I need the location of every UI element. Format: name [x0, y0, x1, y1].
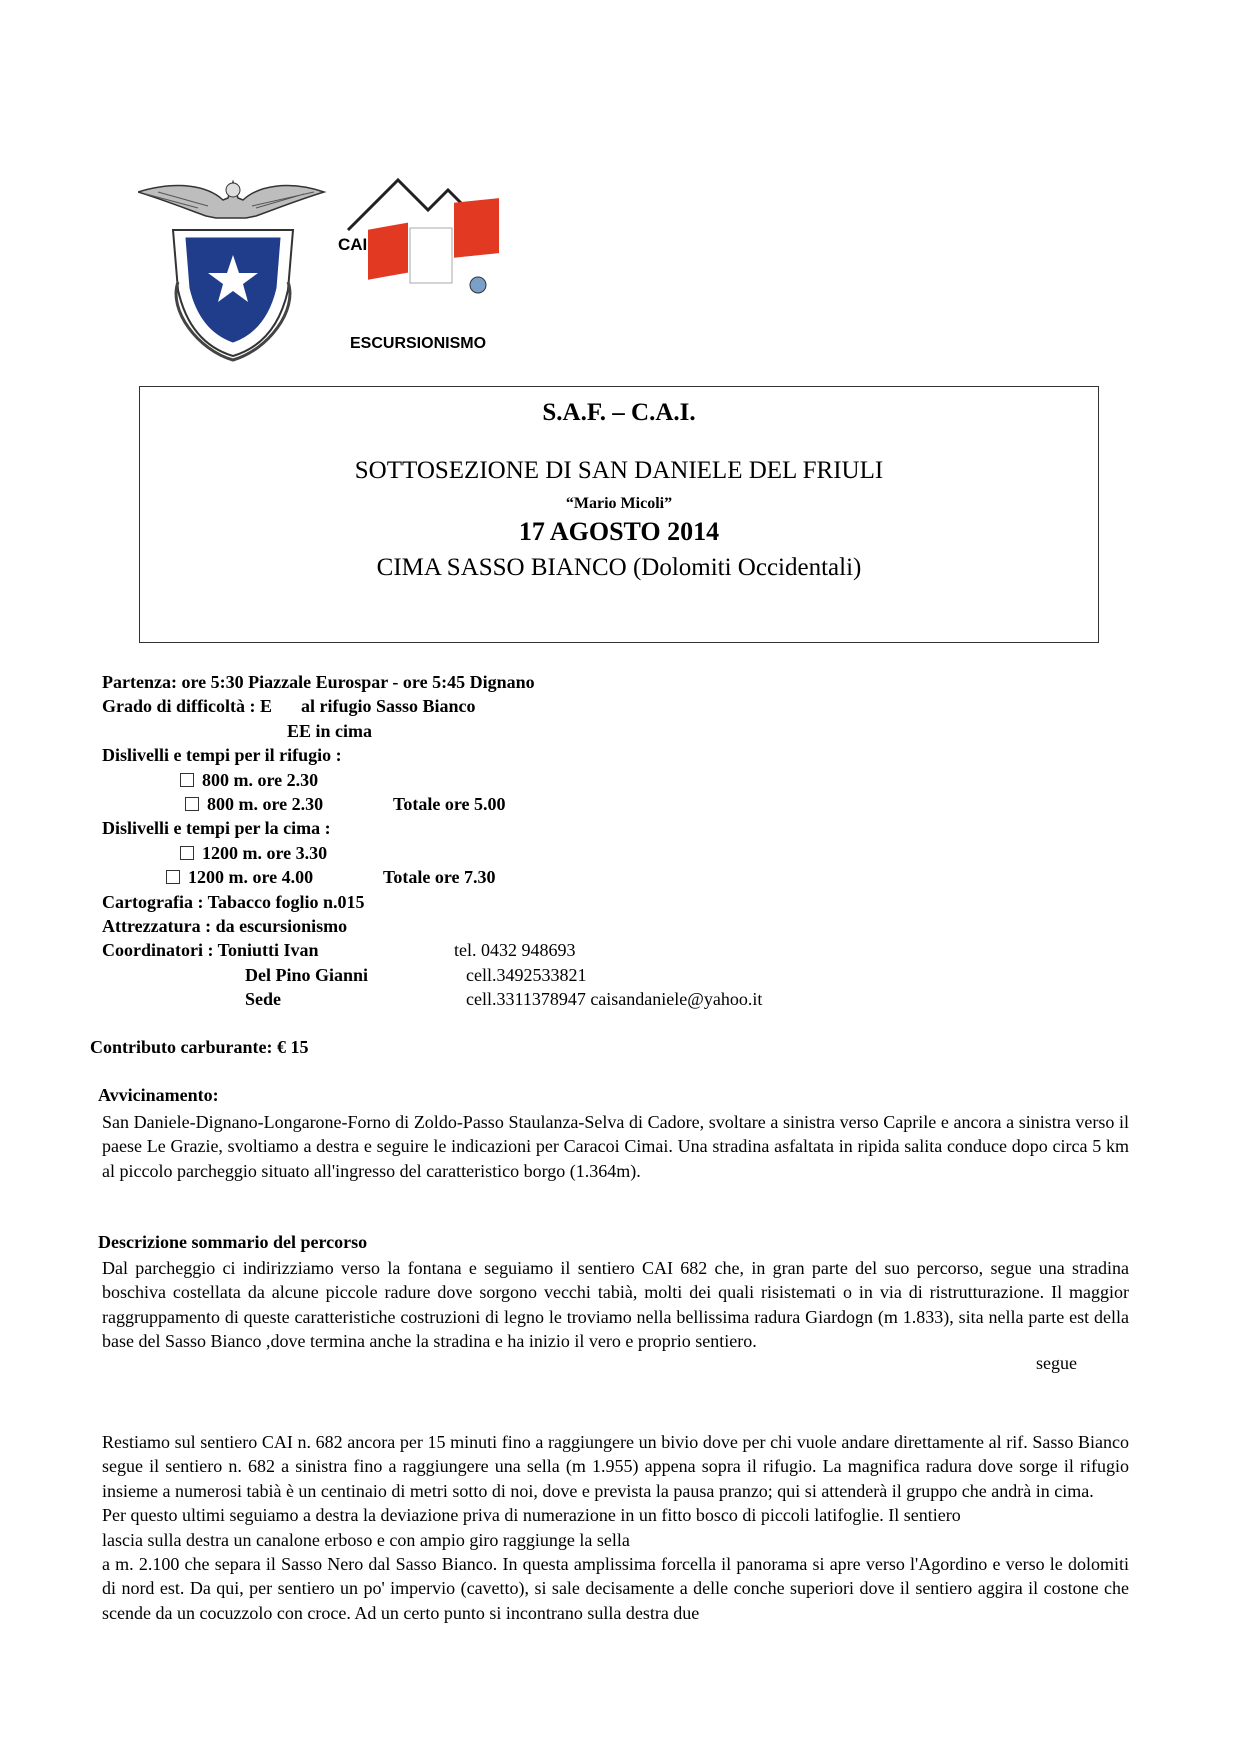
coordinator3-name: Sede — [245, 989, 281, 1010]
continuation-paragraph-3: a m. 2.100 che separa il Sasso Nero dal Sasso Bianco. In questa amplissima forcella il panorama si apre verso l'Agordino e verso le dolomiti di nord est. Da qui, per sentiero un po' impervio (cavetto), si sale decisamente a delle conche superiori dove il sentiero aggira il costone che scende da un cocuzzolo con croce. Ad un certo punto si incontrano sulla destra due — [102, 1554, 1129, 1623]
difficolta-label: Grado di difficoltà : E — [102, 696, 272, 717]
logos — [138, 170, 558, 370]
coordinator3-contact: cell.3311378947 caisandaniele@yahoo.it — [466, 989, 763, 1010]
section-title: SOTTOSEZIONE DI SAN DANIELE DEL FRIULI — [354, 457, 884, 484]
avvicinamento-paragraph: San Daniele-Dignano-Longarone-Forno di Zoldo-Passo Staulanza-Selva di Cadore, svoltare a sinistra verso Caprile e ancora a sinistra verso il paese Le Grazie, svoltiamo a destra e seguire le indicazioni per Caracoi Cimai. Una stradina asfaltata in ripida salita conduce dopo circa 5 km al piccolo parcheggio situato all'ingresso del caratteristico borgo (1.364m). — [102, 1112, 1129, 1181]
destination: CIMA SASSO BIANCO (Dolomiti Occidentali) — [376, 554, 862, 581]
rif-total: Totale ore 5.00 — [393, 793, 506, 814]
bullet-icon — [166, 870, 180, 884]
bullet-icon — [180, 773, 194, 787]
continuation-paragraph-2b: lascia sulla destra un canalone erboso e con ampio giro raggiunge la sella — [102, 1529, 630, 1550]
logo-escursionismo-text: ESCURSIONISMO — [350, 335, 487, 352]
avvicinamento-title: Avvicinamento: — [98, 1085, 219, 1105]
coordinatori-label: Coordinatori : Toniutti Ivan — [102, 940, 319, 961]
bullet-icon — [180, 846, 194, 860]
continuation-text — [102, 1430, 1129, 1625]
rif-up: 800 m. ore 2.30 — [202, 769, 319, 790]
cai-logos-image — [138, 170, 558, 370]
escursionismo-logo-icon — [338, 180, 499, 352]
logo-cai-text: CAI — [338, 235, 368, 254]
rif-down: 800 m. ore 2.30 — [207, 793, 324, 814]
bullet-icon — [185, 797, 199, 811]
descrizione-paragraph: Dal parcheggio ci indirizziamo verso la fontana e seguiamo il sentiero CAI 682 che, in gran parte del suo percorso, segue una stradina boschiva costellata da alcune piccole radure dove sorgono vecchi tabià, molti dei quali risistemati o in via di ristrutturazione. Il maggior raggruppamento di queste caratteristiche costruzioni di legno le troviamo nella bellissima radura Giardogn (m 1.833), sita nella parte est della base del Sasso Bianco ,dove termina anche la stradina e ha inizio il vero e proprio sentiero. — [102, 1258, 1129, 1352]
segue-label: segue — [1036, 1353, 1077, 1373]
dislivelli-rifugio: Dislivelli e tempi per il rifugio : — [102, 745, 342, 766]
cima-up: 1200 m. ore 3.30 — [202, 842, 328, 863]
partenza: Partenza: ore 5:30 Piazzale Eurospar - ore 5:45 Dignano — [102, 672, 535, 692]
coordinator1-phone: tel. 0432 948693 — [454, 940, 576, 961]
org-title: S.A.F. – C.A.I. — [542, 399, 696, 426]
cartografia: Cartografia : Tabacco foglio n.015 — [102, 891, 365, 912]
continuation-paragraph-1: Restiamo sul sentiero CAI n. 682 ancora per 15 minuti fino a raggiungere un bivio dove per chi vuole andare direttamente al rif. Sasso Bianco segue il sentiero n. 682 a sinistra fino a raggiungere una sella (m 1.955) appena sopra il rifugio. La magnifica radura dove sorge il rifugio insieme a numerosi tabià è un centinaio di metri sotto di noi, dove e prevista la pausa pranzo; qui si attenderà il gruppo che andrà in cima. — [102, 1432, 1129, 1501]
avvicinamento-text — [102, 1110, 1129, 1183]
difficolta-cima: EE in cima — [287, 720, 373, 741]
coordinator2-phone: cell.3492533821 — [466, 964, 587, 985]
contributo: Contributo carburante: € 15 — [90, 1037, 309, 1057]
descrizione-title: Descrizione sommario del percorso — [98, 1232, 368, 1252]
header-box — [139, 386, 1099, 643]
cima-total: Totale ore 7.30 — [383, 867, 496, 888]
attrezzatura: Attrezzatura : da escursionismo — [102, 915, 348, 936]
dedication: “Mario Micoli” — [565, 495, 673, 512]
descrizione-text — [102, 1256, 1129, 1354]
coordinator2-name: Del Pino Gianni — [245, 964, 369, 985]
difficolta-value: al rifugio Sasso Bianco — [301, 696, 476, 717]
dislivelli-cima: Dislivelli e tempi per la cima : — [102, 818, 331, 839]
event-date: 17 AGOSTO 2014 — [518, 517, 720, 546]
cai-eagle-icon — [138, 182, 324, 360]
continuation-paragraph-2a: Per questo ultimi seguiamo a destra la deviazione priva di numerazione in un fitto bosco di piccoli latifoglie. Il sentiero — [102, 1505, 961, 1526]
cima-down: 1200 m. ore 4.00 — [188, 867, 314, 888]
